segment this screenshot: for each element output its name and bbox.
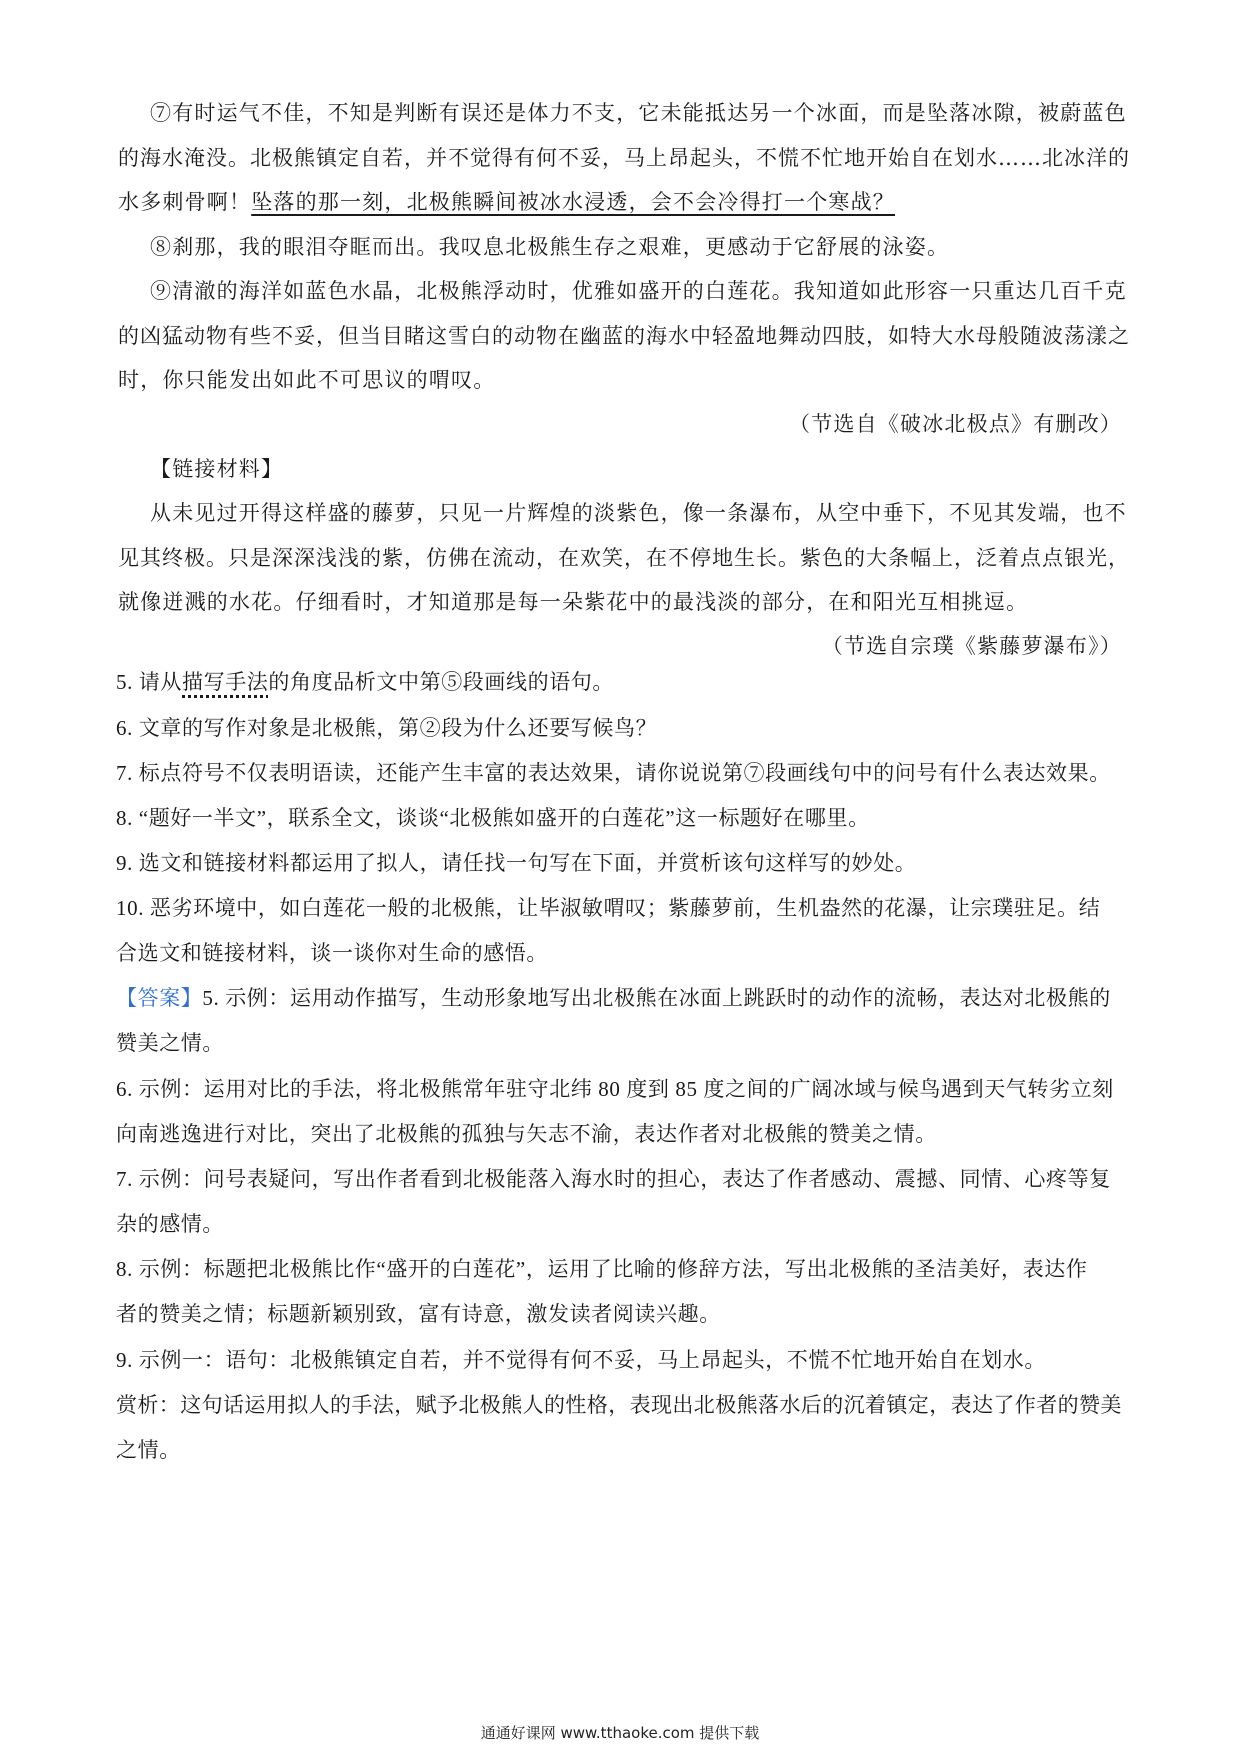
passage-p9-line1: ⑨清澈的海洋如蓝色水晶，北极熊浮动时，优雅如盛开的白莲花。我知道如此形容一只重达几百千克	[150, 279, 1127, 303]
question-5-end: 的角度品析文中第⑤段画线的语句。	[268, 670, 615, 694]
passage-p7-line3	[118, 186, 895, 216]
question-6: 6. 文章的写作对象是北极熊，第②段为什么还要写候鸟？	[116, 716, 658, 740]
question-8: 8. “题好一半文”，联系全文，谈谈“北极熊如盛开的白莲花”这一标题好在哪里。	[116, 806, 870, 830]
passage-p9-line3: 时，你只能发出如此不可思议的喟叹。	[118, 368, 496, 392]
answer-6-line1: 6. 示例：运用对比的手法，将北极熊常年驻守北纬 80 度到 85 度之间的广阔冰域与候鸟遇到天气转劣立刻	[116, 1077, 1114, 1101]
question-10-line2: 合选文和链接材料，谈一谈你对生命的感悟。	[116, 941, 548, 965]
passage-p8: ⑧刹那，我的眼泪夺眶而出。我叹息北极熊生存之艰难，更感动于它舒展的泳姿。	[150, 235, 950, 259]
passage-source: （节选自《破冰北极点》有删改）	[789, 412, 1122, 436]
link-material-heading: 【链接材料】	[150, 457, 284, 481]
link-material-line1: 从未见过开得这样盛的藤萝，只见一片辉煌的淡紫色，像一条瀑布，从空中垂下，不见其发端，也不	[150, 501, 1127, 525]
answer-6-line2: 向南逃逸进行对比，突出了北极熊的孤独与矢志不渝，表达作者对北极熊的赞美之情。	[116, 1122, 937, 1146]
answer-7-line1: 7. 示例：问号表疑问，写出作者看到北极能落入海水时的担心，表达了作者感动、震撼、同情、心疼等复	[116, 1167, 1111, 1191]
question-7: 7. 标点符号不仅表明语读，还能产生丰富的表达效果，请你说说第⑦段画线句中的问号有什么表达效果。	[116, 761, 1111, 785]
passage-p7-line2: 的海水淹没。北极熊镇定自若，并不觉得有何不妥，马上昂起头，不慌不忙地开始自在划水……北冰洋的	[118, 146, 1130, 170]
underlined-sentence: 坠落的那一刻，北极熊瞬间被冰水浸透，会不会冷得打一个寒战？	[251, 190, 896, 214]
answer-8-line2: 者的赞美之情；标题新颖别致，富有诗意，激发读者阅读兴趣。	[116, 1302, 721, 1326]
passage-p9-line2: 的凶猛动物有些不妥，但当目睹这雪白的动物在幽蓝的海水中轻盈地舞动四肢，如特大水母般随波荡漾之	[118, 324, 1130, 348]
answer-5-line1	[116, 982, 1111, 1012]
answer-7-line2: 杂的感情。	[116, 1212, 224, 1236]
answer-9-line1: 9. 示例一：语句：北极熊镇定自若，并不觉得有何不妥，马上昂起头，不慌不忙地开始自在划水。	[116, 1348, 1046, 1372]
link-material-line2: 见其终极。只是深深浅浅的紫，仿佛在流动，在欢笑，在不停地生长。紫色的大条幅上，泛着点点银光，	[118, 546, 1130, 570]
question-5	[116, 666, 614, 696]
passage-p7-line3-start: 水多刺骨啊！	[118, 190, 252, 214]
question-5-start: 5. 请从	[116, 670, 182, 694]
answer-5-line2: 赞美之情。	[116, 1031, 224, 1055]
answer-tag: 【答案】	[116, 986, 203, 1010]
link-material-line3: 就像迸溅的水花。仔细看时，才知道那是每一朵紫花中的最浅淡的部分，在和阳光互相挑逗。	[118, 590, 1029, 614]
link-material-source: （节选自宗璞《紫藤萝瀑布》）	[821, 634, 1122, 658]
dotted-emphasis: 描写手法	[182, 670, 269, 694]
page-footer: 通通好课网 www.tthaoke.com 提供下载	[480, 1724, 760, 1742]
passage-p7-line1: ⑦有时运气不佳，不知是判断有误还是体力不支，它未能抵达另一个冰面，而是坠落冰隙，被蔚蓝色	[150, 101, 1127, 125]
answer-9-line3: 之情。	[116, 1438, 181, 1462]
answer-8-line1: 8. 示例：标题把北极熊比作“盛开的白莲花”，运用了比喻的修辞方法，写出北极熊的圣洁美好，表达作	[116, 1257, 1088, 1281]
question-9: 9. 选文和链接材料都运用了拟人，请任找一句写在下面，并赏析该句这样写的妙处。	[116, 851, 917, 875]
answer-5-text: 5. 示例：运用动作描写，生动形象地写出北极熊在冰面上跳跃时的动作的流畅，表达对北极熊的	[202, 986, 1111, 1010]
question-10-line1: 10. 恶劣环境中，如白莲花一般的北极熊，让毕淑敏喟叹；紫藤萝前，生机盎然的花瀑，让宗璞驻足。结	[116, 896, 1101, 920]
answer-9-line2: 赏析：这句话运用拟人的手法，赋予北极熊人的性格，表现出北极熊落水后的沉着镇定，表达了作者的赞美	[116, 1393, 1122, 1417]
